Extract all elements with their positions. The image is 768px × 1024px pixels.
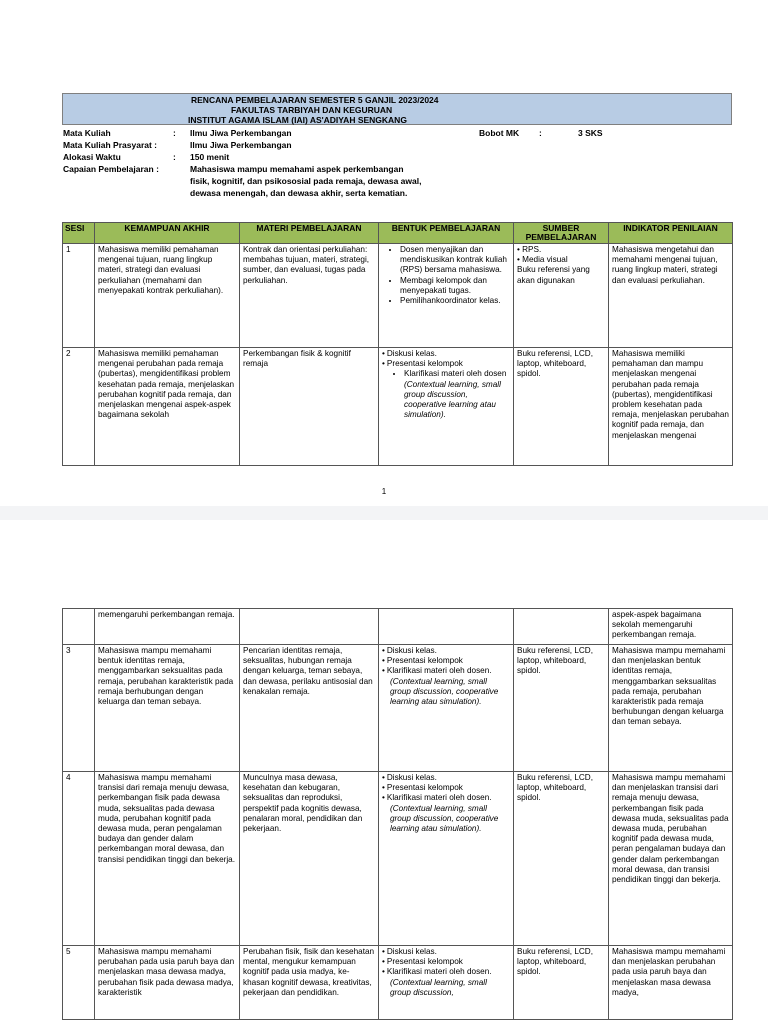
list-item: • Diskusi kelas. (382, 349, 510, 359)
outcome-line-2: fisik, kognitif, dan psikososial pada remaja, dewasa awal, (190, 176, 422, 186)
method-note: (Contextual learning, small group discussion, cooperative learning atau simulation). (404, 379, 501, 420)
indikator-cell: Mahasiswa memiliki pemahaman dan mampu menjelaskan mengenai perubahan pada remaja (pubertas), mengidentifikasi problem kesehatan pada remaja, menjelaskan perubahan kognitif pada remaja, dan menjelaskan mengenai (609, 348, 733, 466)
prerequisite-value: Ilmu Jiwa Perkembangan (190, 140, 292, 150)
indikator-cell: Mahasiswa mampu memahami dan menjelaskan transisi dari remaja menuju dewasa, perkembangan fisik pada dewasa muda, seksualitas pada dewasa muda, perubahan kognitif pada dewasa muda, peran pengalaman budaya dan gender dalam perkembangan moral dewasa, dan transisi pendidikan tinggi dan bekerja. (609, 772, 733, 946)
bobot-value: 3 SKS (578, 128, 603, 138)
sesi-cell: 5 (63, 946, 95, 1020)
bentuk-cell (379, 244, 514, 348)
indikator-cell: Mahasiswa mengetahui dan memahami mengenai tujuan, ruang lingkup materi, strategi dan evaluasi perkuliahan. (609, 244, 733, 348)
materi-cell: Perkembangan fisik & kognitif remaja (240, 348, 379, 466)
sesi-cell (63, 609, 95, 645)
materi-cell: Munculnya masa dewasa, kesehatan dan kebugaran, seksualitas dan reproduksi, perspektif pada kognitis dewasa, penalaran moral, pendidikan dan pekerjaan. (240, 772, 379, 946)
sumber-line: • Media visual (517, 255, 568, 265)
list-item: • Diskusi kelas. (382, 947, 510, 957)
header-sesi: SESI (63, 223, 95, 244)
list-item-text: Klarifikasi materi oleh dosen. (386, 793, 492, 803)
method-note: (Contextual learning, small group discussion, cooperative learning atau simulation). (390, 676, 499, 707)
document-page-2 (0, 520, 768, 1024)
course-info (63, 127, 733, 199)
list-item (382, 967, 510, 998)
list-item: • Presentasi kelompok (382, 783, 510, 793)
table-row (63, 348, 733, 466)
course-label: Mata Kuliah (63, 128, 111, 138)
indikator-cell: aspek-aspek bagaimana sekolah memengaruhi perkembangan remaja. (609, 609, 733, 645)
header-line-1: RENCANA PEMBELAJARAN SEMESTER 5 GANJIL 2023/2024 (191, 95, 439, 105)
bentuk-cell (379, 609, 514, 645)
indikator-cell: Mahasiswa mampu memahami dan menjelaskan perubahan pada usia paruh baya dan menjelaskan masa dewasa madya, (609, 946, 733, 1020)
page-number: 1 (381, 487, 387, 496)
method-note: (Contextual learning, small group discussion, (390, 977, 487, 997)
list-item: • Presentasi kelompok (382, 359, 510, 369)
table-header-row (63, 223, 733, 244)
list-item-text: Klarifikasi materi oleh dosen (404, 369, 507, 379)
course-value: Ilmu Jiwa Perkembangan (190, 128, 292, 138)
table-row (63, 772, 733, 946)
sumber-cell: Buku referensi, LCD, laptop, whiteboard, spidol. (514, 772, 609, 946)
time-value: 150 menit (190, 152, 230, 162)
bentuk-cell (379, 772, 514, 946)
header-line-3: INSTITUT AGAMA ISLAM (IAI) AS'ADIYAH SENGKANG (188, 115, 407, 125)
rps-table-page-1 (62, 222, 733, 466)
header-bentuk: BENTUK PEMBELAJARAN (379, 223, 514, 244)
list-item: • Diskusi kelas. (382, 646, 510, 656)
list-item-text: Klarifikasi materi oleh dosen. (386, 666, 492, 676)
colon: : (539, 128, 542, 138)
kemampuan-cell: Mahasiswa mampu memahami bentuk identitas remaja, menggambarkan seksualitas pada remaja, perubahan karakteristik pada remaja berhubungan dengan keluarga dan teman sebaya. (95, 645, 240, 772)
list-item: • Presentasi kelompok (382, 957, 510, 967)
sumber-cell (514, 244, 609, 348)
sumber-line: • RPS. (517, 245, 542, 254)
list-item: • Membagi kelompok dan menyepakati tugas. (400, 276, 510, 296)
materi-cell: Perubahan fisik, fisik dan kesehatan mental, mengukur kemampuan kognitif pada usia madya, ke-khasan kognitif dewasa, kreativitas, pekerjaan dan pendidikan. (240, 946, 379, 1020)
sesi-cell: 2 (63, 348, 95, 466)
table-row (63, 609, 733, 645)
bentuk-cell (379, 645, 514, 772)
colon: : (173, 128, 176, 138)
materi-cell: Kontrak dan orientasi perkuliahan: membahas tujuan, materi, strategi, sumber, dan evaluasi, tugas pada perkuliahan. (240, 244, 379, 348)
table-row (63, 946, 733, 1020)
list-item: • Pemilihankoordinator kelas. (400, 296, 510, 306)
sesi-cell: 3 (63, 645, 95, 772)
list-item: • Dosen menyajikan dan mendiskusikan kontrak kuliah (RPS) bersama mahasiswa. (400, 245, 510, 276)
header-sumber: SUMBER PEMBELAJARAN (514, 223, 609, 244)
kemampuan-cell: Mahasiswa memiliki pemahaman mengenai tujuan, ruang lingkup materi, strategi dan evaluasi perkuliahan (memahami dan menyepakati kontrak perkuliahan). (95, 244, 240, 348)
rps-table-page-2 (62, 608, 733, 1020)
outcome-line-3: dewasa menengah, dan dewasa akhir, serta kematian. (190, 188, 408, 198)
kemampuan-cell: Mahasiswa mampu memahami perubahan pada usia paruh baya dan menjelaskan masa dewasa madya, perubahan fisik pada dewasa madya, karakteristik (95, 946, 240, 1020)
sesi-cell: 4 (63, 772, 95, 946)
header-line-2: FAKULTAS TARBIYAH DAN KEGURUAN (231, 105, 393, 115)
sumber-cell (514, 609, 609, 645)
sumber-cell: Buku referensi, LCD, laptop, whiteboard, spidol. (514, 946, 609, 1020)
table-row (63, 645, 733, 772)
kemampuan-cell: Mahasiswa mampu memahami transisi dari remaja menuju dewasa, perkembangan fisik pada dewasa muda, seksualitas pada dewasa muda, perubahan kognitif pada dewasa muda, peran pengalaman budaya dan gender dalam perkembangan moral dewasa, dan transisi pendidikan tinggi dan bekerja. (95, 772, 240, 946)
header-banner (62, 93, 732, 125)
bentuk-cell (379, 348, 514, 466)
list-item (382, 793, 510, 834)
colon: : (173, 152, 176, 162)
list-item-text: Klarifikasi materi oleh dosen. (386, 967, 492, 977)
method-note: (Contextual learning, small group discussion, cooperative learning atau simulation). (390, 803, 499, 834)
outcome-line-1: Mahasiswa mampu memahami aspek perkembangan (190, 164, 404, 174)
header-indikator: INDIKATOR PENILAIAN (609, 223, 733, 244)
sumber-cell: Buku referensi, LCD, laptop, whiteboard, spidol. (514, 645, 609, 772)
kemampuan-cell: Mahasiswa memiliki pemahaman mengenai perubahan pada remaja (pubertas), mengidentifikasi problem kesehatan pada remaja, menjelaskan perubahan kognitif pada remaja, dan menjelaskan mengenai aspek-aspek bagaimana sekolah (95, 348, 240, 466)
sesi-cell: 1 (63, 244, 95, 348)
header-kemampuan: KEMAMPUAN AKHIR (95, 223, 240, 244)
time-label: Alokasi Waktu (63, 152, 121, 162)
sumber-line: Buku referensi yang akan digunakan (517, 265, 590, 285)
bentuk-cell (379, 946, 514, 1020)
prerequisite-label: Mata Kuliah Prasyarat : (63, 140, 158, 150)
list-item: • Presentasi kelompok (382, 656, 510, 666)
list-item (404, 369, 510, 420)
sumber-cell: Buku referensi, LCD, laptop, whiteboard, spidol. (514, 348, 609, 466)
list-item: • Diskusi kelas. (382, 773, 510, 783)
outcome-label: Capaian Pembelajaran : (63, 164, 159, 174)
table-row (63, 244, 733, 348)
bobot-label: Bobot MK (479, 128, 520, 138)
document-page-1 (0, 0, 768, 506)
list-item (382, 666, 510, 707)
indikator-cell: Mahasiswa mampu memahami dan menjelaskan bentuk identitas remaja, menggambarkan seksualitas pada remaja, perubahan karakteristik pada remaja berhubungan dengan keluarga dan teman sebaya. (609, 645, 733, 772)
header-materi: MATERI PEMBELAJARAN (240, 223, 379, 244)
kemampuan-cell: memengaruhi perkembangan remaja. (95, 609, 240, 645)
materi-cell: Pencarian identitas remaja, seksualitas, hubungan remaja dengan keluarga, teman sebaya, dan dewasa, perilaku antisosial dan kenakalan remaja. (240, 645, 379, 772)
materi-cell (240, 609, 379, 645)
